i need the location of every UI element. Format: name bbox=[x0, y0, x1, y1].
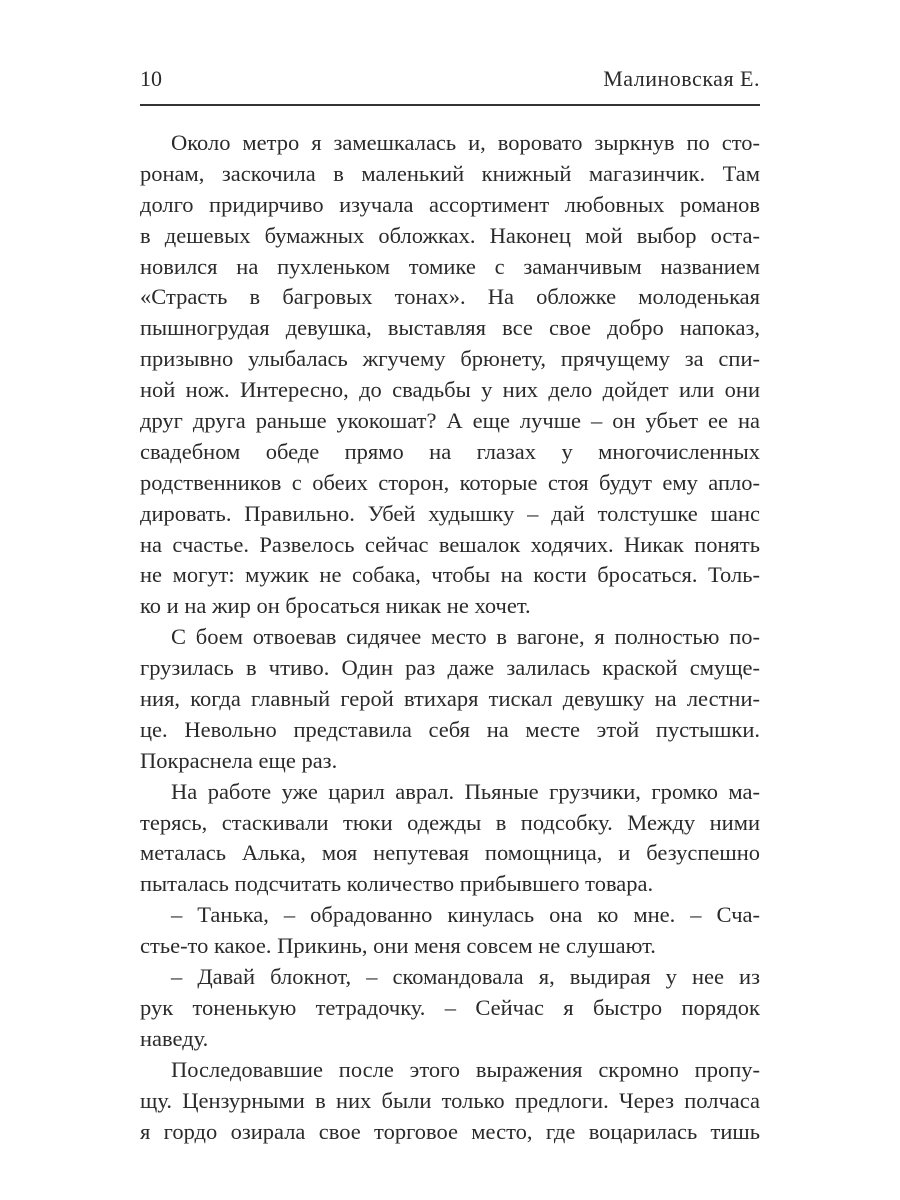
text-line: призывно улыбалась жгучему брюнету, прячущему за спи- bbox=[140, 346, 760, 372]
page-body-text bbox=[140, 128, 760, 1147]
header-rule bbox=[140, 104, 760, 106]
text-line: ной нож. Интересно, до свадьбы у них дело дойдет или они bbox=[140, 377, 760, 403]
text-line: долго придирчиво изучала ассортимент любовных романов bbox=[140, 191, 760, 217]
text-line: металась Алька, моя непутевая помощница, и безуспешно bbox=[140, 840, 760, 866]
text-line: Покраснела еще раз. bbox=[140, 747, 338, 773]
text-line: я гордо озирала свое торговое место, где воцарилась тишь bbox=[140, 1118, 760, 1144]
text-line: Около метро я замешкалась и, воровато зыркнув по сто- bbox=[171, 130, 760, 155]
text-line: С боем отвоевав сидячее место в вагоне, я полностью по- bbox=[171, 624, 760, 650]
text-line: грузилась в чтиво. Один раз даже залилась краской смуще- bbox=[140, 655, 760, 681]
text-line: стье-то какое. Прикинь, они меня совсем не слушают. bbox=[140, 933, 656, 959]
text-line: рук тоненькую тетрадочку. – Сейчас я быстро порядок bbox=[140, 994, 760, 1020]
text-line: наведу. bbox=[140, 1025, 209, 1051]
text-line: – Давай блокнот, – скомандовала я, выдирая у нее из bbox=[171, 964, 760, 990]
text-line: ния, когда главный герой втихаря тискал девушку на лестни- bbox=[140, 686, 760, 712]
text-line: новился на пухленьком томике с заманчивым названием bbox=[140, 253, 760, 279]
running-header-author: Малиновская Е. bbox=[603, 66, 760, 91]
running-header bbox=[140, 66, 760, 96]
text-line: «Страсть в багровых тонах». На обложке молоденькая bbox=[140, 284, 760, 310]
text-line: На работе уже царил аврал. Пьяные грузчики, громко ма- bbox=[171, 778, 760, 804]
page-number: 10 bbox=[140, 66, 162, 91]
text-line: друг друга раньше укокошат? А еще лучше – он убьет ее на bbox=[140, 408, 760, 434]
text-line: терясь, стаскивали тюки одежды в подсобку. Между ними bbox=[140, 809, 760, 835]
text-line: дировать. Правильно. Убей худышку – дай толстушке шанс bbox=[140, 500, 760, 526]
text-line: – Танька, – обрадованно кинулась она ко мне. – Сча- bbox=[171, 902, 760, 928]
text-line: в дешевых бумажных обложках. Наконец мой выбор оста- bbox=[140, 222, 760, 248]
text-line: це. Невольно представила себя на месте этой пустышки. bbox=[140, 716, 760, 742]
text-line: пышногрудая девушка, выставляя все свое добро напоказ, bbox=[140, 315, 760, 341]
text-line: Последовавшие после этого выражения скромно пропу- bbox=[171, 1056, 760, 1082]
text-line: ронам, заскочила в маленький книжный магазинчик. Там bbox=[140, 160, 760, 186]
text-line: щу. Цензурными в них были только предлоги. Через полчаса bbox=[140, 1087, 760, 1113]
text-line: пыталась подсчитать количество прибывшего товара. bbox=[140, 871, 654, 897]
text-line: на счастье. Развелось сейчас вешалок ходячих. Никак понять bbox=[140, 531, 760, 557]
text-line: ко и на жир он бросаться никак не хочет. bbox=[140, 593, 531, 619]
text-line: не могут: мужик не собака, чтобы на кости бросаться. Толь- bbox=[140, 562, 760, 588]
text-line: родственников с обеих сторон, которые стоя будут ему апло- bbox=[140, 469, 760, 495]
text-line: свадебном обеде прямо на глазах у многочисленных bbox=[140, 438, 760, 464]
